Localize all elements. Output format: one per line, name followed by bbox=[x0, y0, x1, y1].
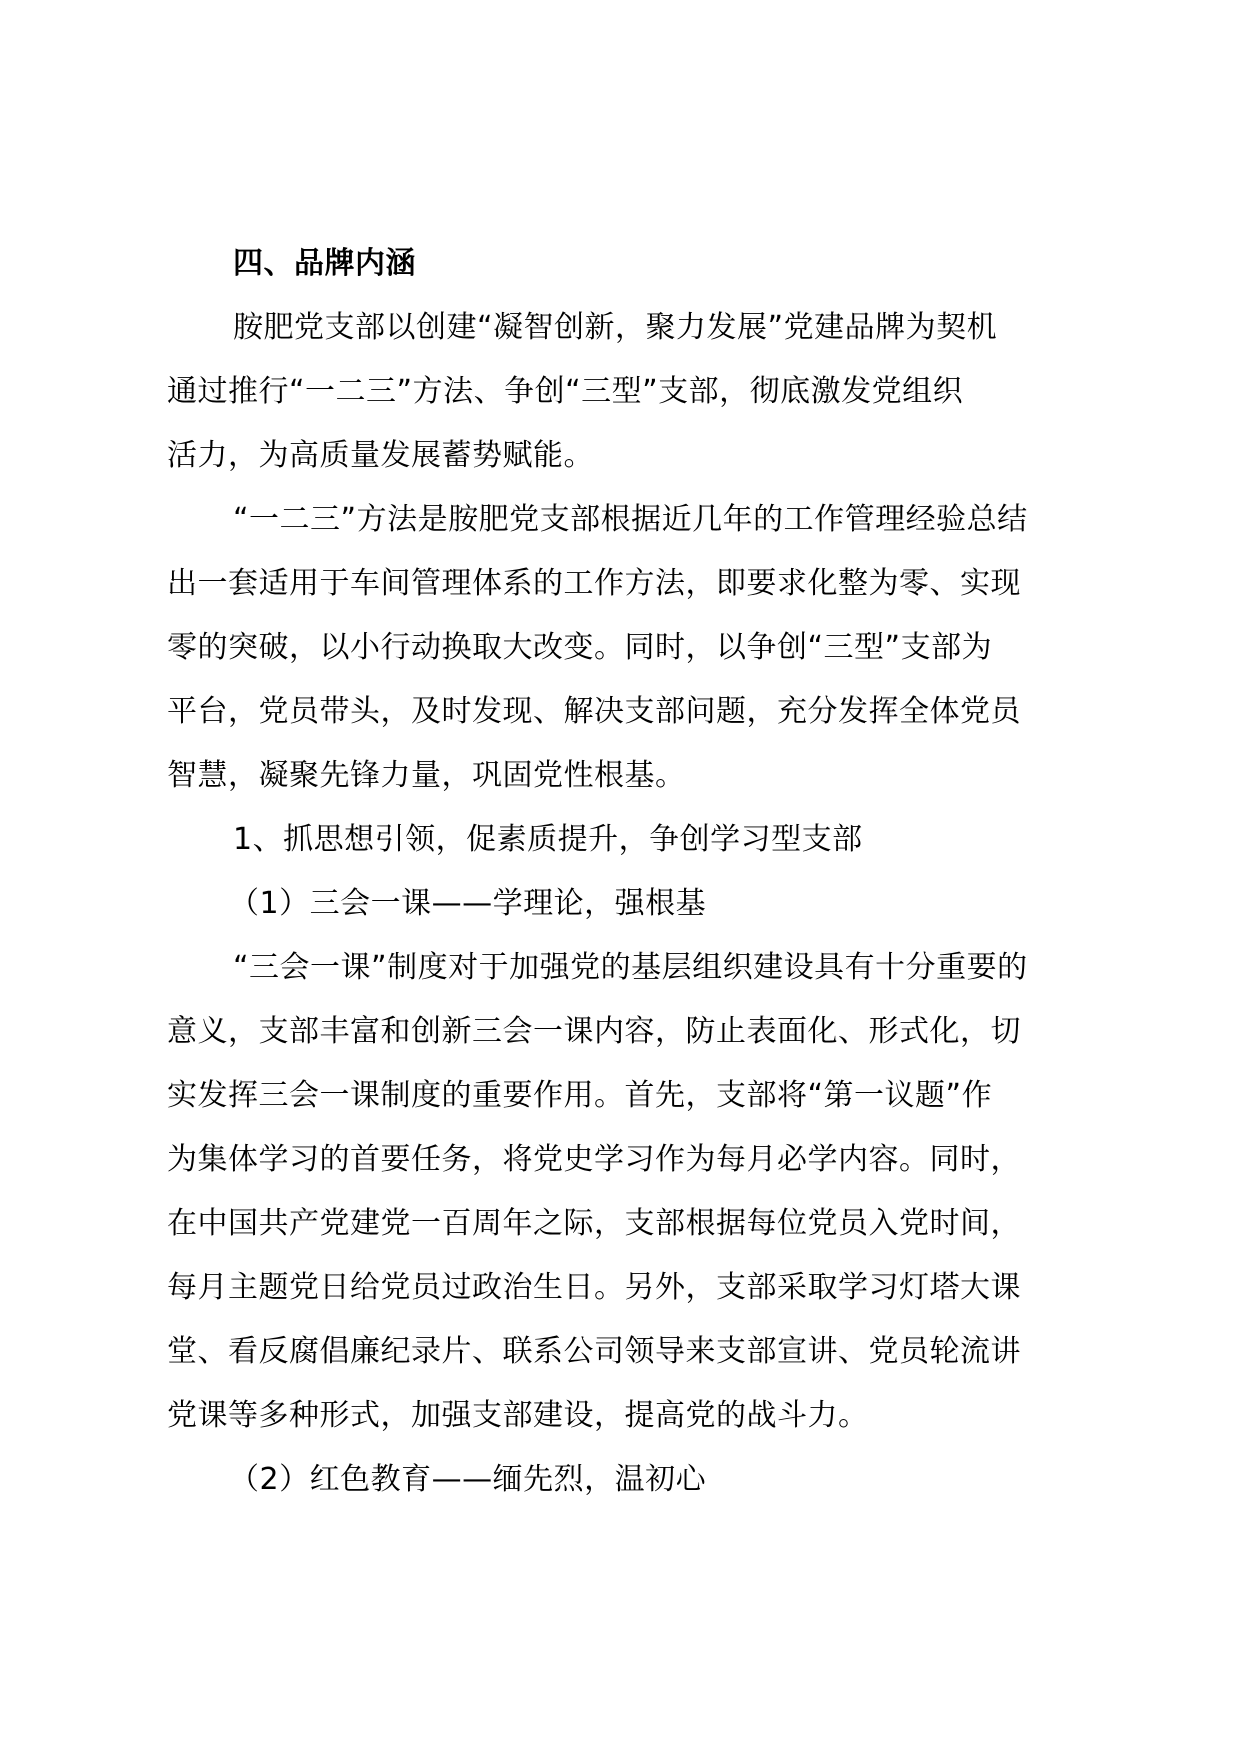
paragraph-line: 出一套适用于车间管理体系的工作方法，即要求化整为零、实现 bbox=[167, 566, 1021, 601]
paragraph-line: 在中国共产党建党一百周年之际，支部根据每位党员入党时间， bbox=[167, 1206, 1021, 1241]
subsection-heading: （1）三会一课——学理论，强根基 bbox=[229, 886, 707, 921]
paragraph-line: 零的突破，以小行动换取大改变。同时，以争创“三型”支部为 bbox=[167, 630, 993, 665]
subsection-heading: （2）红色教育——缅先烈，温初心 bbox=[229, 1462, 707, 1497]
paragraph-line: 平台，党员带头，及时发现、解决支部问题，充分发挥全体党员 bbox=[167, 694, 1021, 729]
paragraph-line: 每月主题党日给党员过政治生日。另外，支部采取学习灯塔大课 bbox=[167, 1270, 1021, 1305]
paragraph-line: 为集体学习的首要任务，将党史学习作为每月必学内容。同时， bbox=[167, 1142, 1021, 1177]
paragraph-line: 智慧，凝聚先锋力量，巩固党性根基。 bbox=[167, 758, 686, 793]
document-body bbox=[167, 232, 1127, 1512]
paragraph-line: “一二三”方法是胺肥党支部根据近几年的工作管理经验总结 bbox=[233, 502, 1028, 537]
section-heading: 四、品牌内涵 bbox=[233, 246, 416, 281]
paragraph-line: 活力，为高质量发展蓄势赋能。 bbox=[167, 438, 594, 473]
paragraph-line: “三会一课”制度对于加强党的基层组织建设具有十分重要的 bbox=[233, 950, 1028, 985]
subsection-heading: 1、抓思想引领，促素质提升，争创学习型支部 bbox=[233, 822, 863, 857]
paragraph-line: 堂、看反腐倡廉纪录片、联系公司领导来支部宣讲、党员轮流讲 bbox=[167, 1334, 1021, 1369]
paragraph-line: 意义，支部丰富和创新三会一课内容，防止表面化、形式化，切 bbox=[167, 1014, 1021, 1049]
paragraph-line: 胺肥党支部以创建“凝智创新，聚力发展”党建品牌为契机 bbox=[233, 310, 998, 345]
paragraph-line: 党课等多种形式，加强支部建设，提高党的战斗力。 bbox=[167, 1398, 869, 1433]
paragraph-line: 实发挥三会一课制度的重要作用。首先，支部将“第一议题”作 bbox=[167, 1078, 993, 1113]
paragraph-line: 通过推行“一二三”方法、争创“三型”支部，彻底激发党组织 bbox=[167, 374, 964, 409]
